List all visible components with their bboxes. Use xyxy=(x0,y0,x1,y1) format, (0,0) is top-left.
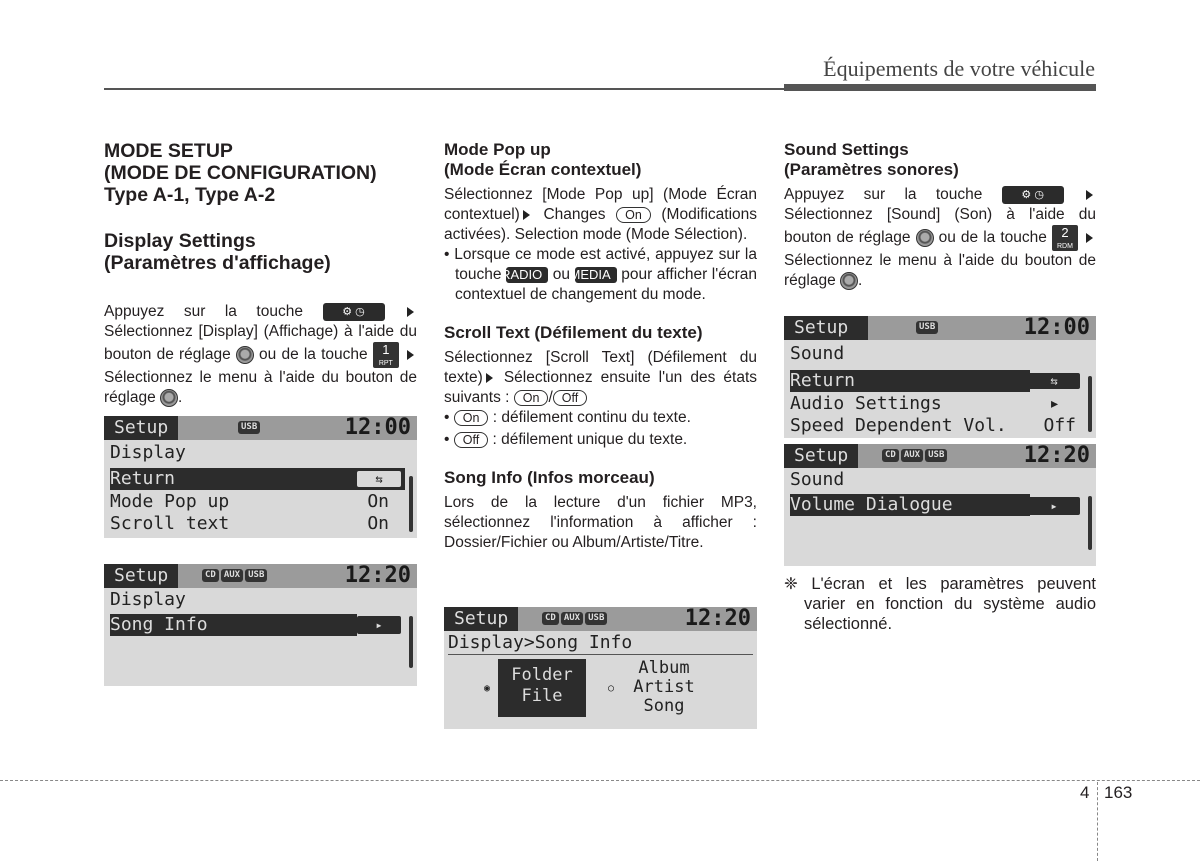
cd-badge: CD xyxy=(542,612,559,625)
tune-knob-icon xyxy=(916,229,934,247)
song-info-heading: Song Info (Infos morceau) xyxy=(444,468,655,487)
screen-breadcrumb: Display xyxy=(110,589,186,610)
preset-1-rpt-key-icon: 1 RPT xyxy=(373,342,399,368)
screen-row-mode-pop-up[interactable]: Mode Pop up On xyxy=(110,491,389,512)
off-pill: Off xyxy=(553,390,587,406)
scroll-text-bullet-on: • On : défilement continu du texte. xyxy=(444,409,691,426)
arrow-icon xyxy=(1086,190,1093,200)
screen-breadcrumb: Sound xyxy=(790,469,845,490)
song-info-text: Lors de la lecture d'un fichier MP3, sélectionnez l'information à afficher : Dossier/Fichier ou Album/Artiste/Titre. xyxy=(444,494,757,551)
media-key: MEDIA xyxy=(575,267,617,283)
preset-2-rdm-key-icon: 2 RDM xyxy=(1052,225,1078,251)
on-pill: On xyxy=(514,390,549,406)
tune-knob-icon xyxy=(236,346,254,364)
usb-badge: USB xyxy=(585,612,607,625)
section-heading-3: Type A-1, Type A-2 xyxy=(104,184,276,206)
arrow-icon xyxy=(486,373,493,383)
radio-unselected-icon[interactable]: ○ xyxy=(608,683,615,694)
column-2 xyxy=(444,140,757,553)
screen-title: Setup xyxy=(104,564,178,588)
sound-instructions: Appuyez sur la touche ⚙ ◷ Sélectionnez [Sound] (Son) à l'aide du bouton de réglage ou de la touche 2 RDM Sélectionnez le menu à l'aide du bouton de réglage . xyxy=(784,186,1096,289)
arrow-icon xyxy=(407,307,414,317)
scroll-text-heading: Scroll Text (Défilement du texte) xyxy=(444,323,703,342)
sound-settings-heading: Sound Settings xyxy=(784,140,909,159)
option-album-artist-song[interactable]: Album Artist Song xyxy=(633,658,695,716)
chapter-number: 4 xyxy=(1080,783,1090,802)
scrollbar[interactable] xyxy=(409,476,413,532)
screen-row-audio-settings[interactable]: Audio Settings ▸ xyxy=(790,393,1060,414)
screen-row-return[interactable]: Return xyxy=(790,370,1030,392)
screen-row-song-info[interactable]: Song Info xyxy=(110,614,357,636)
setup-clock-key-icon: ⚙ ◷ xyxy=(323,303,385,321)
display-settings-heading: Display Settings xyxy=(104,230,256,252)
setup-clock-key-icon: ⚙ ◷ xyxy=(1002,186,1064,204)
mode-pop-up-heading: Mode Pop up xyxy=(444,140,551,159)
screen-song-info xyxy=(444,607,757,729)
screen-title: Setup xyxy=(104,416,178,440)
chevron-right-icon: ▸ xyxy=(357,616,401,634)
screen-row-speed-dependent-vol[interactable]: Speed Dependent Vol. Off xyxy=(790,415,1076,436)
screen-title: Setup xyxy=(784,444,858,468)
screen-clock: 12:00 xyxy=(1023,316,1090,340)
screen-sound-volume-dialogue xyxy=(784,444,1096,566)
screen-title: Setup xyxy=(784,316,868,340)
scrollbar[interactable] xyxy=(1088,496,1092,550)
screen-row-scroll-text[interactable]: Scroll text On xyxy=(110,513,389,534)
screen-breadcrumb: Sound xyxy=(790,343,845,364)
scroll-text-bullet-off: • Off : défilement unique du texte. xyxy=(444,431,688,448)
screen-breadcrumb: Display>Song Info xyxy=(448,632,753,655)
page-number: 163 xyxy=(1104,783,1133,802)
tune-knob-icon xyxy=(160,389,178,407)
note-text: ❈ L'écran et les paramètres peuvent varier en fonction du système audio sélectionné. xyxy=(784,575,1096,633)
usb-badge: USB xyxy=(238,421,260,434)
screen-clock: 12:20 xyxy=(344,564,411,588)
page-header-title: Équipements de votre véhicule xyxy=(823,56,1095,81)
arrow-icon xyxy=(523,210,530,220)
display-instructions: Appuyez sur la touche ⚙ ◷ Sélectionnez [Display] (Affichage) à l'aide du bouton de réglage ou de la touche 1 RPT Sélectionnez le menu à l'aide du bouton de réglage . xyxy=(104,303,417,406)
footer-rule xyxy=(0,780,1200,781)
scroll-text-text: Sélectionnez [Scroll Text] (Défilement du texte) Sélectionnez ensuite l'un des états suivants : On / Off xyxy=(444,349,758,406)
column-3 xyxy=(784,140,1096,291)
aux-badge: AUX xyxy=(561,612,583,625)
display-settings-heading-fr: (Paramètres d'affichage) xyxy=(104,252,331,274)
screen-title: Setup xyxy=(444,607,518,631)
aux-badge: AUX xyxy=(901,449,923,462)
usb-badge: USB xyxy=(916,321,938,334)
radio-selected-icon[interactable]: ◉ xyxy=(484,683,491,694)
on-pill: On xyxy=(616,207,651,223)
header-rule-thick xyxy=(784,84,1096,91)
return-icon: ⇆ xyxy=(1028,373,1080,389)
mode-pop-up-bullet: • Lorsque ce mode est activé, appuyez sur la touche RADIO ou MEDIA pour afficher l'écran contextuel de changement du mode. xyxy=(444,246,758,303)
screen-clock: 12:00 xyxy=(344,416,411,440)
screen-sound-settings xyxy=(784,316,1096,438)
chevron-right-icon: ▸ xyxy=(1028,497,1080,515)
usb-badge: USB xyxy=(245,569,267,582)
radio-key: RADIO xyxy=(506,267,548,283)
tune-knob-icon xyxy=(840,272,858,290)
mode-pop-up-heading-fr: (Mode Écran contextuel) xyxy=(444,160,642,179)
sound-settings-heading-fr: (Paramètres sonores) xyxy=(784,160,959,179)
usb-badge: USB xyxy=(925,449,947,462)
return-icon: ⇆ xyxy=(357,471,401,487)
arrow-icon xyxy=(407,350,414,360)
cd-badge: CD xyxy=(202,569,219,582)
cd-badge: CD xyxy=(882,449,899,462)
screen-row-volume-dialogue[interactable]: Volume Dialogue xyxy=(790,494,1030,516)
screen-breadcrumb: Display xyxy=(110,442,186,463)
scrollbar[interactable] xyxy=(1088,376,1092,432)
mode-pop-up-text: Sélectionnez [Mode Pop up] (Mode Écran contextuel) Changes On (Modifications activées). Selection mode (Mode Sélection). xyxy=(444,186,758,243)
option-folder-file[interactable]: Folder File xyxy=(498,659,586,717)
aux-badge: AUX xyxy=(221,569,243,582)
section-heading-2: (MODE DE CONFIGURATION) xyxy=(104,162,377,184)
arrow-icon xyxy=(1086,233,1093,243)
screen-clock: 12:20 xyxy=(684,607,751,631)
screen-clock: 12:20 xyxy=(1023,444,1090,468)
footer-divider xyxy=(1097,782,1098,861)
screen-display-settings xyxy=(104,416,417,538)
screen-row-return[interactable]: Return ⇆ xyxy=(110,468,405,490)
header-rule xyxy=(104,88,784,90)
column-1 xyxy=(104,140,417,408)
section-heading-1: MODE SETUP xyxy=(104,140,233,162)
scrollbar[interactable] xyxy=(409,616,413,668)
screen-display-song-info xyxy=(104,564,417,686)
